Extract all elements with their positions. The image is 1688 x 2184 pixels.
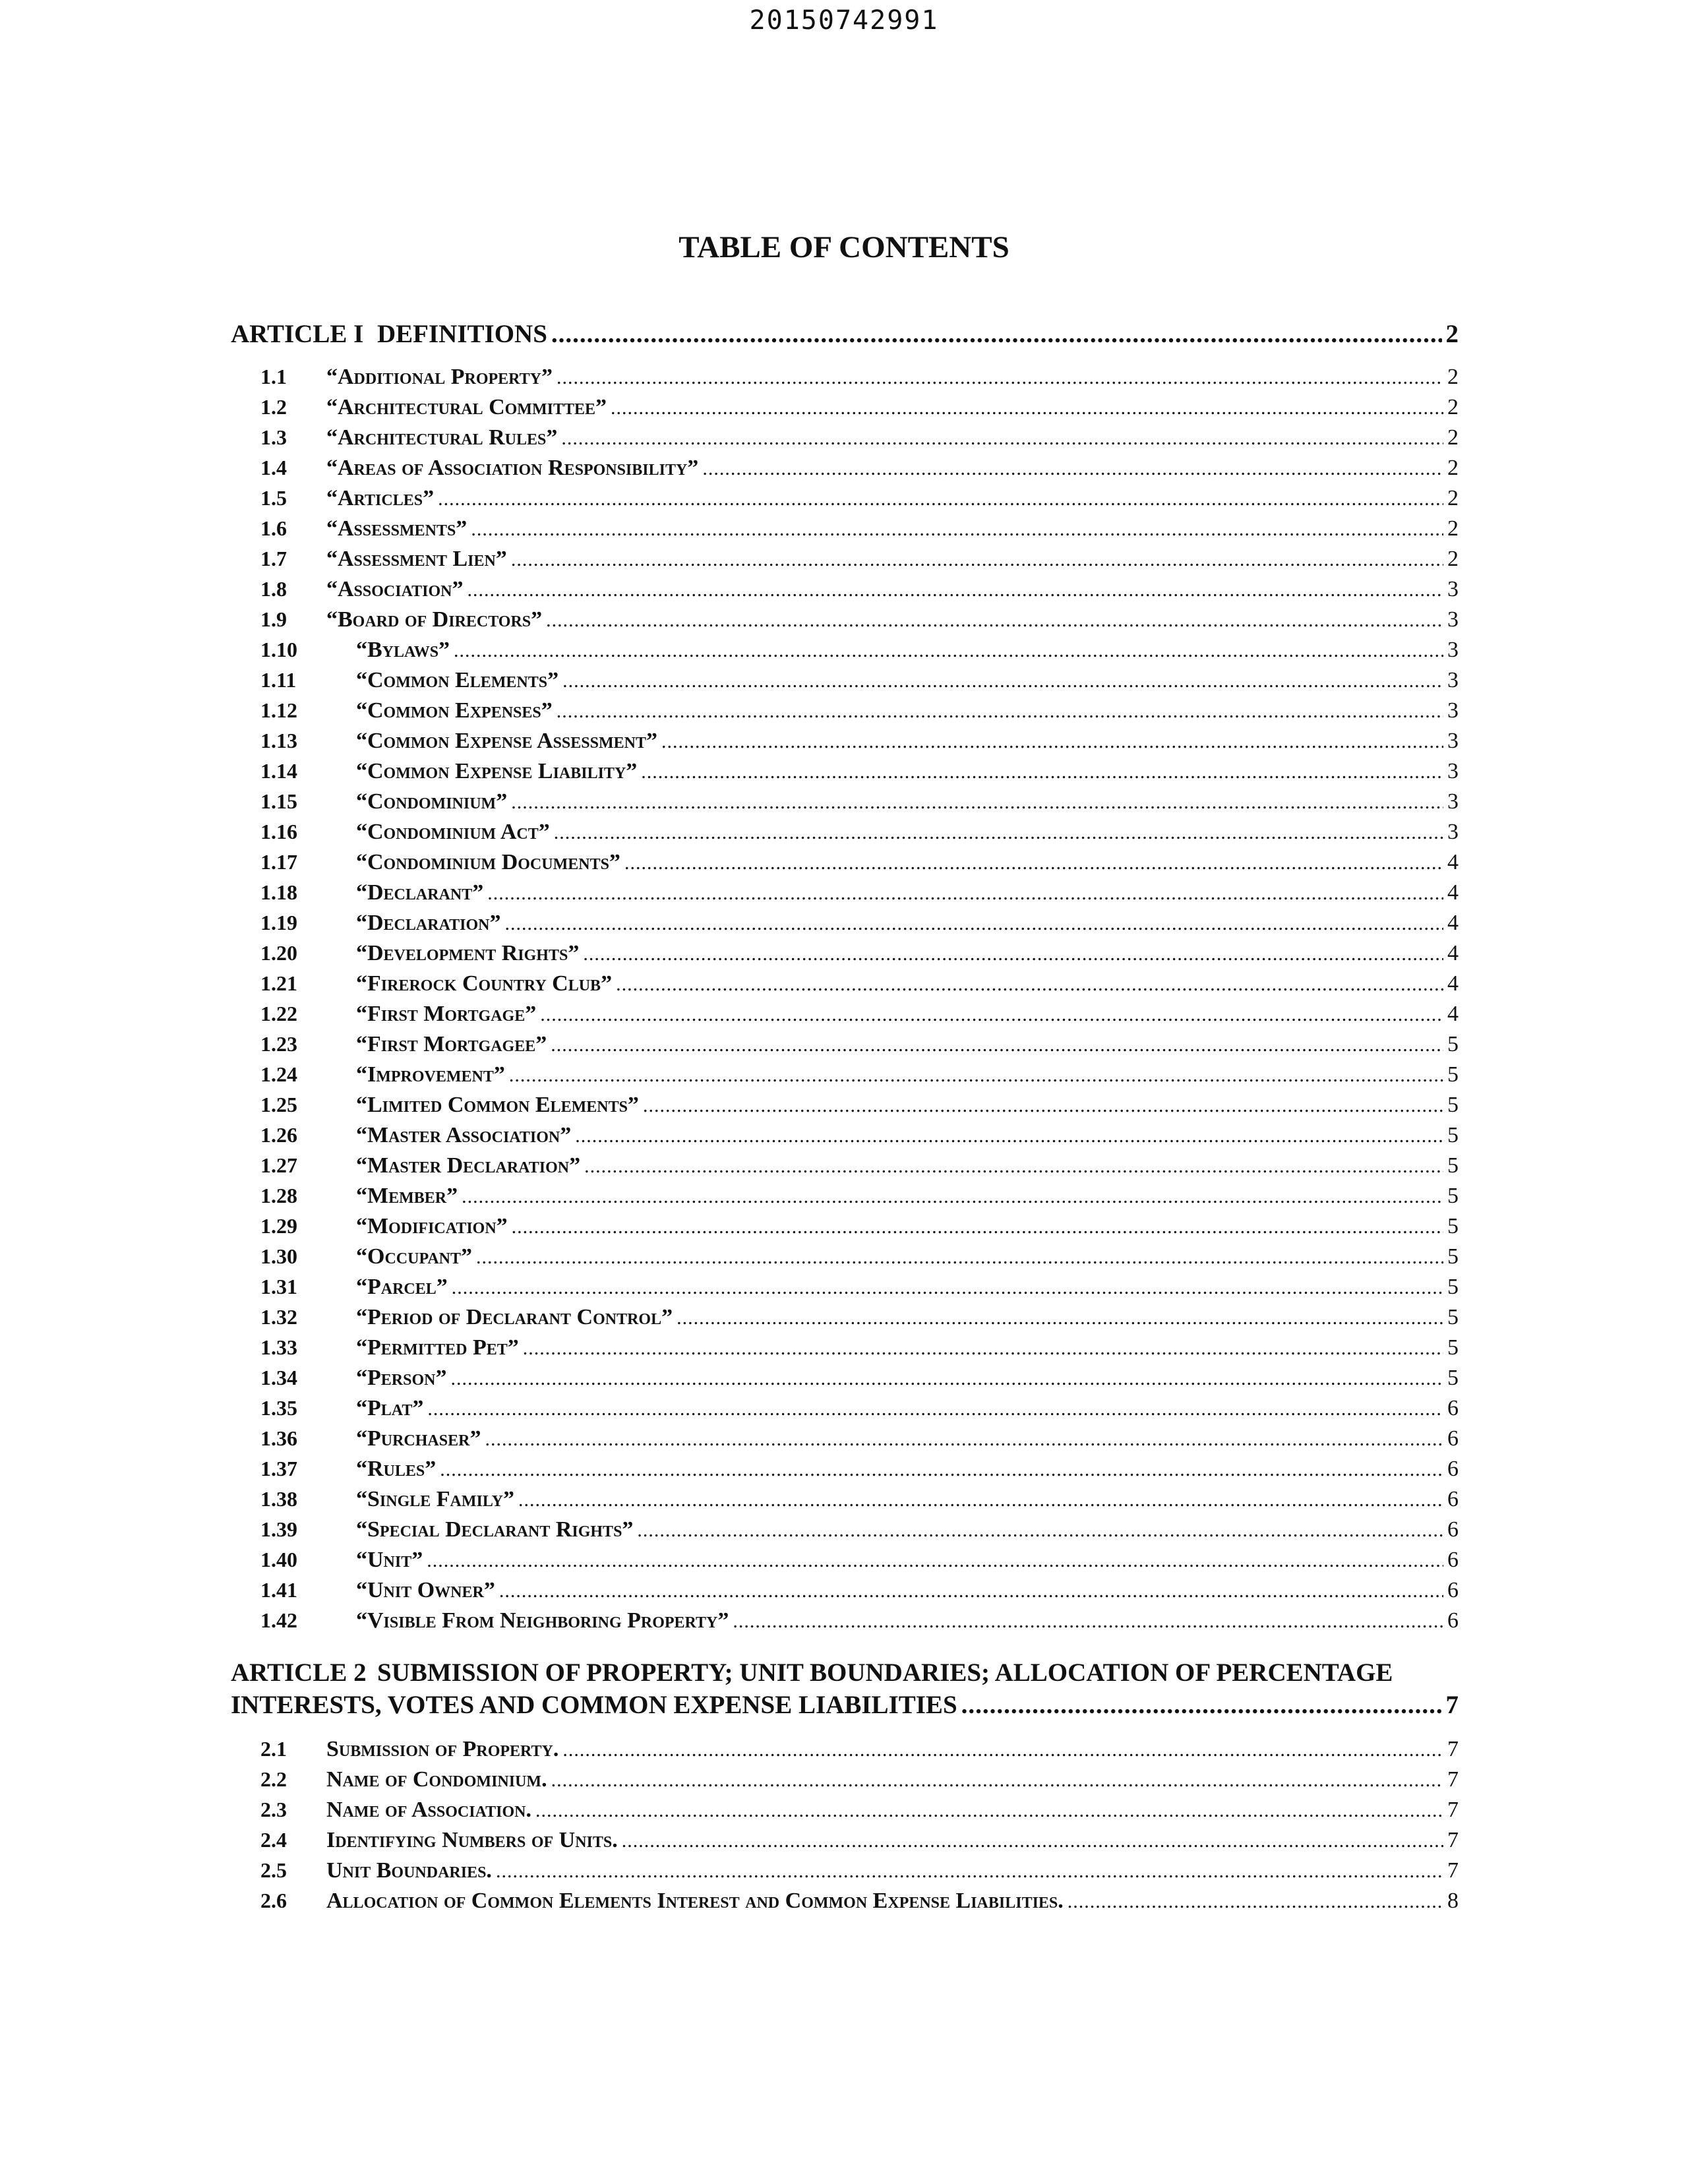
article-1-heading[interactable]	[231, 318, 1459, 350]
toc-entry[interactable]	[260, 1737, 1459, 1767]
toc-entry-page: 4	[1447, 1002, 1459, 1026]
toc-entry-number: 1.41	[260, 1578, 297, 1602]
toc-entry[interactable]	[260, 456, 1459, 486]
toc-entry-page: 2	[1447, 486, 1459, 510]
toc-entry-page: 5	[1447, 1184, 1459, 1208]
toc-entry-page: 4	[1447, 850, 1459, 874]
toc-entry[interactable]	[260, 638, 1459, 668]
dot-leader	[557, 700, 1443, 723]
article-2-title-line1: SUBMISSION OF PROPERTY; UNIT BOUNDARIES; ALLOCATION OF PERCENTAGE	[377, 1658, 1393, 1687]
toc-entry[interactable]	[260, 971, 1459, 1002]
toc-entry-page: 2	[1447, 425, 1459, 450]
toc-entry-label: “Master Declaration”	[356, 1153, 581, 1178]
toc-entry-label: “Rules”	[356, 1457, 437, 1481]
dot-leader	[641, 761, 1443, 783]
toc-entry-number: 2.4	[260, 1828, 287, 1852]
toc-entry-number: 1.22	[260, 1002, 297, 1025]
toc-entry-number: 1.24	[260, 1062, 297, 1086]
toc-entry-number: 1.17	[260, 850, 297, 874]
toc-entry-page: 3	[1447, 759, 1459, 783]
toc-entry-number: 1.2	[260, 395, 287, 419]
toc-entry-label: “First Mortgagee”	[356, 1032, 547, 1056]
toc-entry-label: Identifying Numbers of Units.	[326, 1828, 618, 1852]
dot-leader	[584, 1155, 1443, 1178]
toc-entry-page: 3	[1447, 577, 1459, 601]
toc-entry-number: 2.3	[260, 1798, 287, 1821]
toc-entry-page: 6	[1447, 1457, 1459, 1481]
toc-entry-page: 5	[1447, 1275, 1459, 1299]
toc-entry-number: 1.25	[260, 1093, 297, 1116]
toc-entry-number: 1.6	[260, 516, 287, 540]
toc-entry-number: 1.13	[260, 729, 297, 752]
toc-entry[interactable]	[260, 1153, 1459, 1184]
toc-entry-label: “Limited Common Elements”	[356, 1093, 639, 1117]
dot-leader	[622, 1830, 1443, 1852]
toc-entry-label: “Articles”	[326, 486, 435, 510]
toc-entry-page: 4	[1447, 941, 1459, 965]
dot-leader	[504, 913, 1443, 935]
toc-entry[interactable]	[260, 1578, 1459, 1608]
toc-entry-number: 1.1	[260, 365, 287, 388]
toc-entry-label: “Master Association”	[356, 1123, 572, 1147]
toc-entry-page: 6	[1447, 1578, 1459, 1602]
toc-entry[interactable]	[260, 577, 1459, 607]
dot-leader	[512, 1216, 1443, 1238]
toc-entry-page: 5	[1447, 1032, 1459, 1056]
dot-leader	[643, 1095, 1443, 1117]
toc-entry-page: 5	[1447, 1093, 1459, 1117]
dot-leader	[551, 1034, 1443, 1056]
toc-entry-page: 5	[1447, 1062, 1459, 1087]
dot-leader	[438, 488, 1443, 510]
toc-entry-page: 2	[1447, 516, 1459, 541]
toc-entry-page: 5	[1447, 1244, 1459, 1269]
dot-leader	[467, 579, 1444, 601]
toc-entry[interactable]	[260, 1123, 1459, 1153]
dot-leader	[616, 973, 1443, 996]
toc-entry-number: 2.1	[260, 1737, 287, 1761]
toc-entry-label: “Period of Declarant Control”	[356, 1305, 673, 1329]
dot-leader	[440, 1459, 1443, 1481]
article-1-title: DEFINITIONS	[377, 320, 547, 348]
toc-entry[interactable]	[260, 850, 1459, 880]
article-2-heading[interactable]	[231, 1656, 1459, 1721]
dot-leader	[535, 1800, 1443, 1822]
toc-entry[interactable]	[260, 789, 1459, 820]
toc-entry-number: 1.36	[260, 1426, 297, 1450]
dot-leader	[1068, 1891, 1443, 1913]
toc-entry-page: 5	[1447, 1305, 1459, 1329]
dot-leader	[511, 791, 1443, 814]
dot-leader	[702, 458, 1443, 480]
toc-entry[interactable]	[260, 1487, 1459, 1517]
toc-entry-number: 1.20	[260, 941, 297, 965]
toc-entry-number: 1.37	[260, 1457, 297, 1480]
toc-entry-label: “Parcel”	[356, 1275, 448, 1299]
toc-entry-number: 1.42	[260, 1608, 297, 1632]
dot-leader	[611, 397, 1443, 419]
toc-entry[interactable]	[260, 1062, 1459, 1093]
toc-entry-number: 1.8	[260, 577, 287, 601]
toc-entry[interactable]	[260, 516, 1459, 547]
toc-entry-page: 7	[1447, 1737, 1459, 1761]
toc-entry-number: 1.31	[260, 1275, 297, 1298]
toc-entry-page: 5	[1447, 1123, 1459, 1147]
toc-entry[interactable]	[260, 365, 1459, 395]
toc-entry-page: 3	[1447, 729, 1459, 753]
toc-entry-label: “Additional Property”	[326, 365, 553, 389]
dot-leader	[557, 367, 1443, 389]
toc-entry-page: 7	[1447, 1858, 1459, 1883]
toc-entry-number: 1.38	[260, 1487, 297, 1511]
dot-leader	[487, 882, 1443, 905]
dot-leader	[561, 427, 1443, 450]
dot-leader	[454, 640, 1443, 662]
toc-entry-page: 7	[1447, 1828, 1459, 1852]
article-1-page: 2	[1445, 320, 1459, 348]
toc-entry-number: 1.39	[260, 1517, 297, 1541]
toc-entry[interactable]	[260, 1517, 1459, 1548]
toc-entry-page: 2	[1447, 395, 1459, 419]
toc-entry-page: 3	[1447, 607, 1459, 632]
toc-entry-label: “Areas of Association Responsibility”	[326, 456, 699, 480]
toc-entry[interactable]	[260, 698, 1459, 729]
toc-entry-number: 1.28	[260, 1184, 297, 1207]
toc-entry-label: “Member”	[356, 1184, 458, 1208]
toc-entry-label: “Single Family”	[356, 1487, 514, 1511]
toc-entry-page: 3	[1447, 820, 1459, 844]
toc-entry-page: 6	[1447, 1487, 1459, 1511]
toc-entry-label: “Improvement”	[356, 1062, 505, 1087]
toc-entry-label: “Common Expense Assessment”	[356, 729, 657, 753]
toc-entry-number: 1.18	[260, 880, 297, 904]
toc-entry-label: “Assessment Lien”	[326, 547, 507, 571]
toc-entry-label: “Unit Owner”	[356, 1578, 495, 1602]
toc-entry[interactable]	[260, 1548, 1459, 1578]
toc-entry[interactable]	[260, 1767, 1459, 1798]
toc-entry[interactable]	[260, 1798, 1459, 1828]
toc-entry-page: 8	[1447, 1889, 1459, 1913]
toc-entry-label: “Unit”	[356, 1548, 423, 1572]
toc-entry-page: 6	[1447, 1426, 1459, 1451]
toc-entry-label: “Architectural Committee”	[326, 395, 607, 419]
toc-entry[interactable]	[260, 1214, 1459, 1244]
dot-leader	[450, 1368, 1443, 1390]
toc-entry[interactable]	[260, 941, 1459, 971]
toc-entry-label: “Development Rights”	[356, 941, 580, 965]
toc-entry[interactable]	[260, 1184, 1459, 1214]
toc-entry[interactable]	[260, 425, 1459, 456]
article-1-entries	[260, 365, 1459, 1639]
toc-entry-page: 6	[1447, 1608, 1459, 1633]
toc-entry-number: 1.33	[260, 1335, 297, 1359]
toc-entry-number: 2.2	[260, 1767, 287, 1791]
toc-entry-label: “Visible From Neighboring Property”	[356, 1608, 729, 1633]
toc-entry[interactable]	[260, 668, 1459, 698]
dot-leader	[624, 852, 1443, 874]
toc-entry[interactable]	[260, 1889, 1459, 1919]
article-1-number: ARTICLE I	[231, 320, 364, 348]
dot-leader	[546, 609, 1443, 632]
toc-entry[interactable]	[260, 607, 1459, 638]
dot-leader	[427, 1550, 1443, 1572]
toc-entry-label: “Special Declarant Rights”	[356, 1517, 634, 1542]
dot-leader	[427, 1398, 1443, 1420]
toc-entry-page: 2	[1447, 547, 1459, 571]
dot-leader	[462, 1186, 1443, 1208]
toc-entry[interactable]	[260, 395, 1459, 425]
toc-entry-label: “Architectural Rules”	[326, 425, 558, 450]
dot-leader	[661, 731, 1443, 753]
toc-entry-page: 6	[1447, 1396, 1459, 1420]
toc-entry-page: 3	[1447, 698, 1459, 723]
toc-entry-label: “Bylaws”	[356, 638, 450, 662]
page-title: TABLE OF CONTENTS	[678, 230, 1010, 264]
dot-leader	[551, 318, 1442, 350]
toc-entry-page: 5	[1447, 1153, 1459, 1178]
toc-entry-page: 3	[1447, 789, 1459, 814]
toc-entry-number: 1.32	[260, 1305, 297, 1329]
toc-entry-number: 1.26	[260, 1123, 297, 1147]
dot-leader	[518, 1489, 1443, 1511]
document-number: 20150742991	[749, 5, 939, 36]
toc-entry-number: 1.21	[260, 971, 297, 995]
toc-entry-label: “Condominium”	[356, 789, 508, 814]
toc-entry-label: Unit Boundaries.	[326, 1858, 492, 1883]
toc-entry-label: “Occupant”	[356, 1244, 472, 1269]
toc-entry-label: “Modification”	[356, 1214, 508, 1238]
toc-entry[interactable]	[260, 1305, 1459, 1335]
toc-entry-label: “Association”	[326, 577, 464, 601]
toc-entry-page: 2	[1447, 456, 1459, 480]
toc-entry-number: 1.34	[260, 1366, 297, 1389]
dot-leader	[562, 670, 1443, 692]
toc-entry-label: “Board of Directors”	[326, 607, 543, 632]
toc-entry[interactable]	[260, 1366, 1459, 1396]
toc-entry-label: Allocation of Common Elements Interest and Common Expense Liabilities.	[326, 1889, 1064, 1913]
toc-entry-label: “Common Expense Liability”	[356, 759, 638, 783]
toc-entry-number: 1.16	[260, 820, 297, 843]
toc-entry[interactable]	[260, 1002, 1459, 1032]
toc-entry-label: “Common Expenses”	[356, 698, 553, 723]
toc-entry[interactable]	[260, 1608, 1459, 1639]
toc-entry[interactable]	[260, 880, 1459, 911]
toc-entry[interactable]	[260, 1335, 1459, 1366]
toc-entry-label: Name of Condominium.	[326, 1767, 547, 1792]
toc-entry[interactable]	[260, 911, 1459, 941]
dot-leader	[523, 1337, 1443, 1360]
toc-entry-page: 2	[1447, 365, 1459, 389]
toc-entry-page: 5	[1447, 1335, 1459, 1360]
toc-entry-number: 1.14	[260, 759, 297, 783]
dot-leader	[485, 1428, 1443, 1451]
toc-entry[interactable]	[260, 1032, 1459, 1062]
toc-entry-number: 1.29	[260, 1214, 297, 1238]
toc-entry-label: “Declaration”	[356, 911, 501, 935]
toc-entry-number: 1.7	[260, 547, 287, 570]
toc-entry-label: Submission of Property.	[326, 1737, 559, 1761]
toc-entry-page: 4	[1447, 880, 1459, 905]
toc-entry-label: “Common Elements”	[356, 668, 559, 692]
toc-entry-number: 1.9	[260, 607, 287, 631]
dot-leader	[637, 1519, 1443, 1542]
toc-entry[interactable]	[260, 1244, 1459, 1275]
dot-leader	[476, 1246, 1443, 1269]
toc-entry-page: 6	[1447, 1517, 1459, 1542]
toc-entry[interactable]	[260, 1426, 1459, 1457]
toc-entry[interactable]	[260, 486, 1459, 516]
toc-entry-label: “Person”	[356, 1366, 447, 1390]
toc-entry-page: 6	[1447, 1548, 1459, 1572]
toc-entry-number: 1.5	[260, 486, 287, 510]
toc-entry-label: Name of Association.	[326, 1798, 531, 1822]
dot-leader	[511, 549, 1443, 571]
dot-leader	[452, 1277, 1443, 1299]
article-2-entries	[260, 1737, 1459, 1919]
toc-entry-number: 2.6	[260, 1889, 287, 1912]
dot-leader	[677, 1307, 1443, 1329]
toc-entry-number: 1.15	[260, 789, 297, 813]
toc-entry[interactable]	[260, 759, 1459, 789]
toc-entry-label: “Permitted Pet”	[356, 1335, 519, 1360]
dot-leader	[551, 1769, 1443, 1792]
toc-entry-page: 3	[1447, 638, 1459, 662]
toc-entry[interactable]	[260, 1275, 1459, 1305]
toc-entry[interactable]	[260, 1858, 1459, 1889]
toc-entry-page: 4	[1447, 911, 1459, 935]
toc-entry[interactable]	[260, 820, 1459, 850]
dot-leader	[961, 1689, 1442, 1721]
toc-entry[interactable]	[260, 547, 1459, 577]
dot-leader	[509, 1064, 1443, 1087]
toc-entry-number: 1.12	[260, 698, 297, 722]
toc-entry-page: 5	[1447, 1366, 1459, 1390]
toc-entry-number: 1.19	[260, 911, 297, 934]
toc-entry-number: 1.3	[260, 425, 287, 449]
toc-entry-number: 1.30	[260, 1244, 297, 1268]
toc-entry-number: 1.10	[260, 638, 297, 661]
article-2-number: ARTICLE 2	[231, 1658, 367, 1687]
dot-leader	[496, 1860, 1443, 1883]
toc-entry[interactable]	[260, 1093, 1459, 1123]
toc-entry-page: 5	[1447, 1214, 1459, 1238]
dot-leader	[554, 822, 1443, 844]
dot-leader	[499, 1580, 1443, 1602]
dot-leader	[471, 518, 1443, 541]
toc-entry-label: “Assessments”	[326, 516, 467, 541]
toc-entry[interactable]	[260, 1828, 1459, 1858]
toc-entry-number: 1.23	[260, 1032, 297, 1056]
toc-entry-number: 1.35	[260, 1396, 297, 1420]
toc-entry-page: 3	[1447, 668, 1459, 692]
toc-entry-label: “Purchaser”	[356, 1426, 481, 1451]
dot-leader	[733, 1610, 1443, 1633]
article-2-title-line2: INTERESTS, VOTES AND COMMON EXPENSE LIABILITIES	[231, 1691, 957, 1719]
toc-entry-page: 7	[1447, 1767, 1459, 1792]
dot-leader	[562, 1739, 1443, 1761]
toc-entry[interactable]	[260, 729, 1459, 759]
toc-entry-number: 1.11	[260, 668, 297, 692]
article-2-page: 7	[1445, 1691, 1459, 1719]
toc-entry-page: 4	[1447, 971, 1459, 996]
dot-leader	[575, 1125, 1443, 1147]
toc-entry-number: 1.40	[260, 1548, 297, 1571]
toc-entry-number: 1.4	[260, 456, 287, 479]
toc-entry-number: 2.5	[260, 1858, 287, 1882]
dot-leader	[540, 1004, 1443, 1026]
toc-entry[interactable]	[260, 1396, 1459, 1426]
toc-entry-label: “Condominium Act”	[356, 820, 550, 844]
toc-entry-page: 7	[1447, 1798, 1459, 1822]
toc-entry-label: “Condominium Documents”	[356, 850, 620, 874]
toc-entry-label: “Plat”	[356, 1396, 424, 1420]
toc-entry[interactable]	[260, 1457, 1459, 1487]
toc-entry-number: 1.27	[260, 1153, 297, 1177]
toc-entry-label: “First Mortgage”	[356, 1002, 537, 1026]
dot-leader	[583, 943, 1443, 965]
toc-entry-label: “Firerock Country Club”	[356, 971, 613, 996]
toc-entry-label: “Declarant”	[356, 880, 484, 905]
